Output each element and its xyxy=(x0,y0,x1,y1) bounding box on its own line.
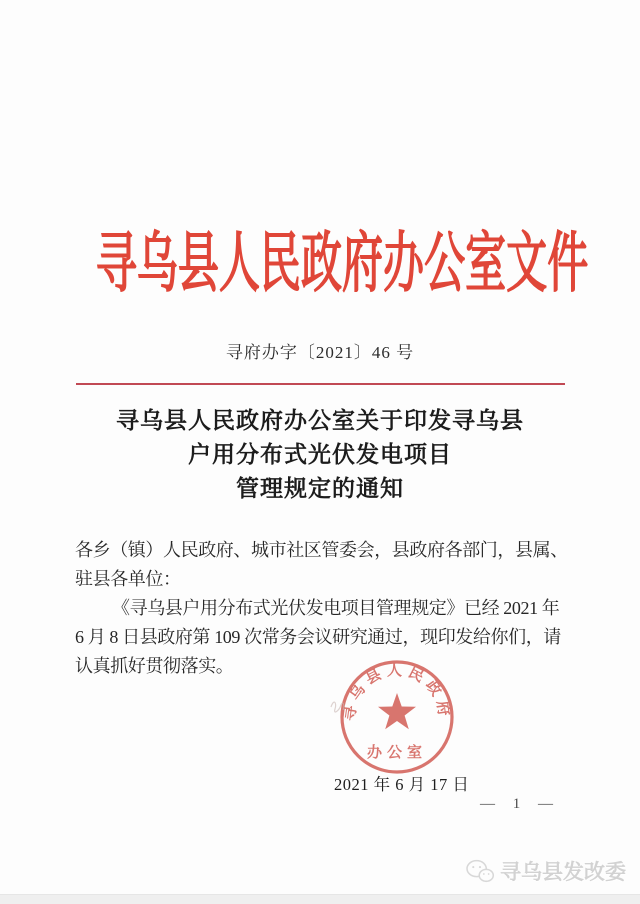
body-line: 驻县各单位： xyxy=(75,569,181,589)
body-line: 认真抓好贯彻落实。 xyxy=(75,656,234,676)
seal-arc-text: 寻乌县人民政府 xyxy=(342,663,452,722)
page-number: — 1 — xyxy=(480,796,560,812)
body-line: 各乡（镇）人民政府、城市社区管委会，县政府各部门，县属、 xyxy=(75,540,568,560)
document-title xyxy=(0,404,640,506)
body-line: 6 月 8 日县政府第 109 次常务会议研究通过，现印发给你们，请 xyxy=(75,627,561,647)
seal-star xyxy=(378,693,416,729)
title-line-1: 寻乌县人民政府办公室关于印发寻乌县 xyxy=(116,408,524,433)
document-letterhead xyxy=(0,227,640,301)
doc-number: 寻府办字〔2021〕46 号 xyxy=(225,343,415,362)
source-watermark xyxy=(465,856,626,886)
body-line: 《寻乌县户用分布式光伏发电项目管理规定》已经 2021 年 xyxy=(112,598,560,618)
title-line-2: 户用分布式光伏发电项目 xyxy=(188,442,452,467)
official-seal xyxy=(327,653,467,783)
watermark-label: 寻乌县发改委 xyxy=(500,861,626,884)
red-separator-line xyxy=(76,383,565,385)
wechat-icon xyxy=(465,859,495,884)
seal-bottom-text: 办公室 xyxy=(366,745,428,761)
document-body xyxy=(75,536,575,681)
bottom-bar xyxy=(0,894,640,904)
issue-date: 2021 年 6 月 17 日 xyxy=(334,775,470,794)
letterhead-text: 寻乌县人民政府办公室文件 xyxy=(95,227,589,301)
title-line-3: 管理规定的通知 xyxy=(236,476,404,501)
